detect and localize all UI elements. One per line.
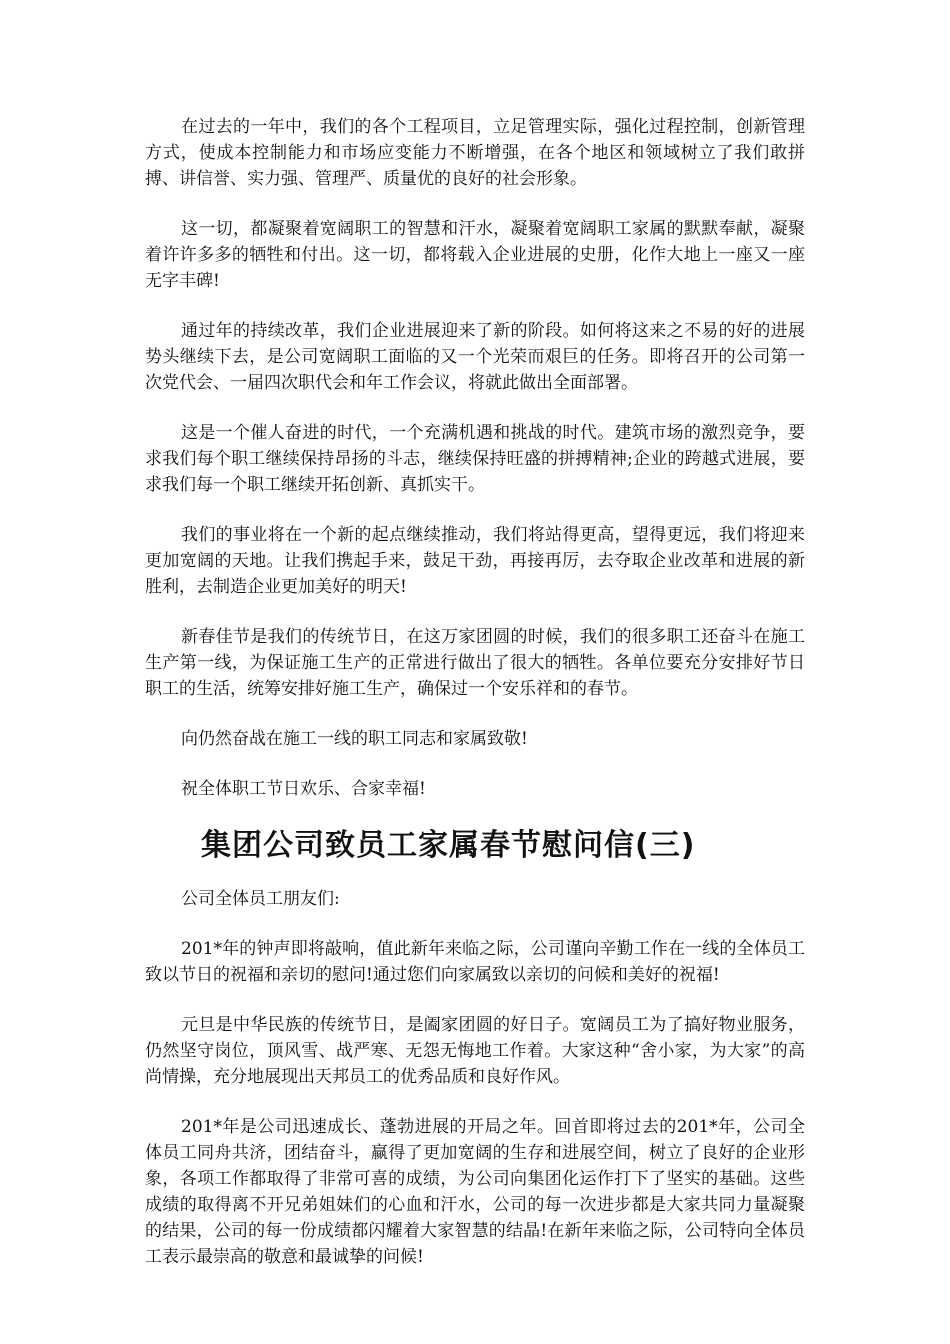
paragraph: 这一切，都凝聚着宽阔职工的智慧和汗水，凝聚着宽阔职工家属的默默奉献，凝聚着许许多多的牺牲和付出。这一切，都将载入企业进展的史册，化作大地上一座又一座无字丰碑!: [145, 219, 805, 291]
paragraph: 新春佳节是我们的传统节日，在这万家团圆的时候，我们的很多职工还奋斗在施工生产第一线，为保证施工生产的正常进行做出了很大的牺牲。各单位要充分安排好节日职工的生活，统筹安排好施工生产，确保过一个安乐祥和的春节。: [145, 627, 805, 699]
paragraph: 我们的事业将在一个新的起点继续推动，我们将站得更高，望得更远，我们将迎来更加宽阔的天地。让我们携起手来，鼓足干劲，再接再厉，去夺取企业改革和进展的新胜利，去制造企业更加美好的明天!: [145, 525, 805, 597]
paragraph: 祝全体职工节日欢乐、合家幸福!: [181, 779, 426, 799]
letter-title: 集团公司致员工家属春节慰问信(三): [201, 828, 696, 863]
paragraph: 向仍然奋战在施工一线的职工同志和家属致敬!: [181, 729, 528, 749]
paragraph: 201*年的钟声即将敲响，值此新年来临之际，公司谨向辛勤工作在一线的全体员工致以节日的祝福和亲切的慰问!通过您们向家属致以亲切的问候和美好的祝福!: [145, 939, 805, 985]
paragraph: 在过去的一年中，我们的各个工程项目，立足管理实际，强化过程控制，创新管理方式，使成本控制能力和市场应变能力不断增强，在各个地区和领域树立了我们敢拼搏、讲信誉、实力强、管理严、质量优的良好的社会形象。: [145, 117, 805, 189]
paragraph: 通过年的持续改革，我们企业进展迎来了新的阶段。如何将这来之不易的好的进展势头继续下去，是公司宽阔职工面临的又一个光荣而艰巨的任务。即将召开的公司第一次党代会、一届四次职代会和年工作会议，将就此做出全面部署。: [145, 321, 805, 393]
paragraph: 201*年是公司迅速成长、蓬勃进展的开局之年。回首即将过去的201*年，公司全体员工同舟共济，团结奋斗，赢得了更加宽阔的生存和进展空间，树立了良好的企业形象，各项工作都取得了非常可喜的成绩，为公司向集团化运作打下了坚实的基础。这些成绩的取得离不开兄弟姐妹们的心血和汗水，公司的每一次进步都是大家共同力量凝聚的结果，公司的每一份成绩都闪耀着大家智慧的结晶!在新年来临之际，公司特向全体员工表示最崇高的敬意和最诚挚的问候!: [145, 1117, 805, 1267]
document-body: [145, 114, 805, 1294]
paragraph: 这是一个催人奋进的时代，一个充满机遇和挑战的时代。建筑市场的激烈竞争，要求我们每个职工继续保持昂扬的斗志，继续保持旺盛的拼搏精神;企业的跨越式进展，要求我们每一个职工继续开拓创新、真抓实干。: [145, 423, 805, 495]
paragraph: 元旦是中华民族的传统节日，是阖家团圆的好日子。宽阔员工为了搞好物业服务，仍然坚守岗位，顶风雪、战严寒、无怨无悔地工作着。大家这种“舍小家，为大家”的高尚情操，充分地展现出天邦员工的优秀品质和良好作风。: [145, 1015, 805, 1087]
letter-greeting: 公司全体员工朋友们:: [181, 889, 340, 909]
